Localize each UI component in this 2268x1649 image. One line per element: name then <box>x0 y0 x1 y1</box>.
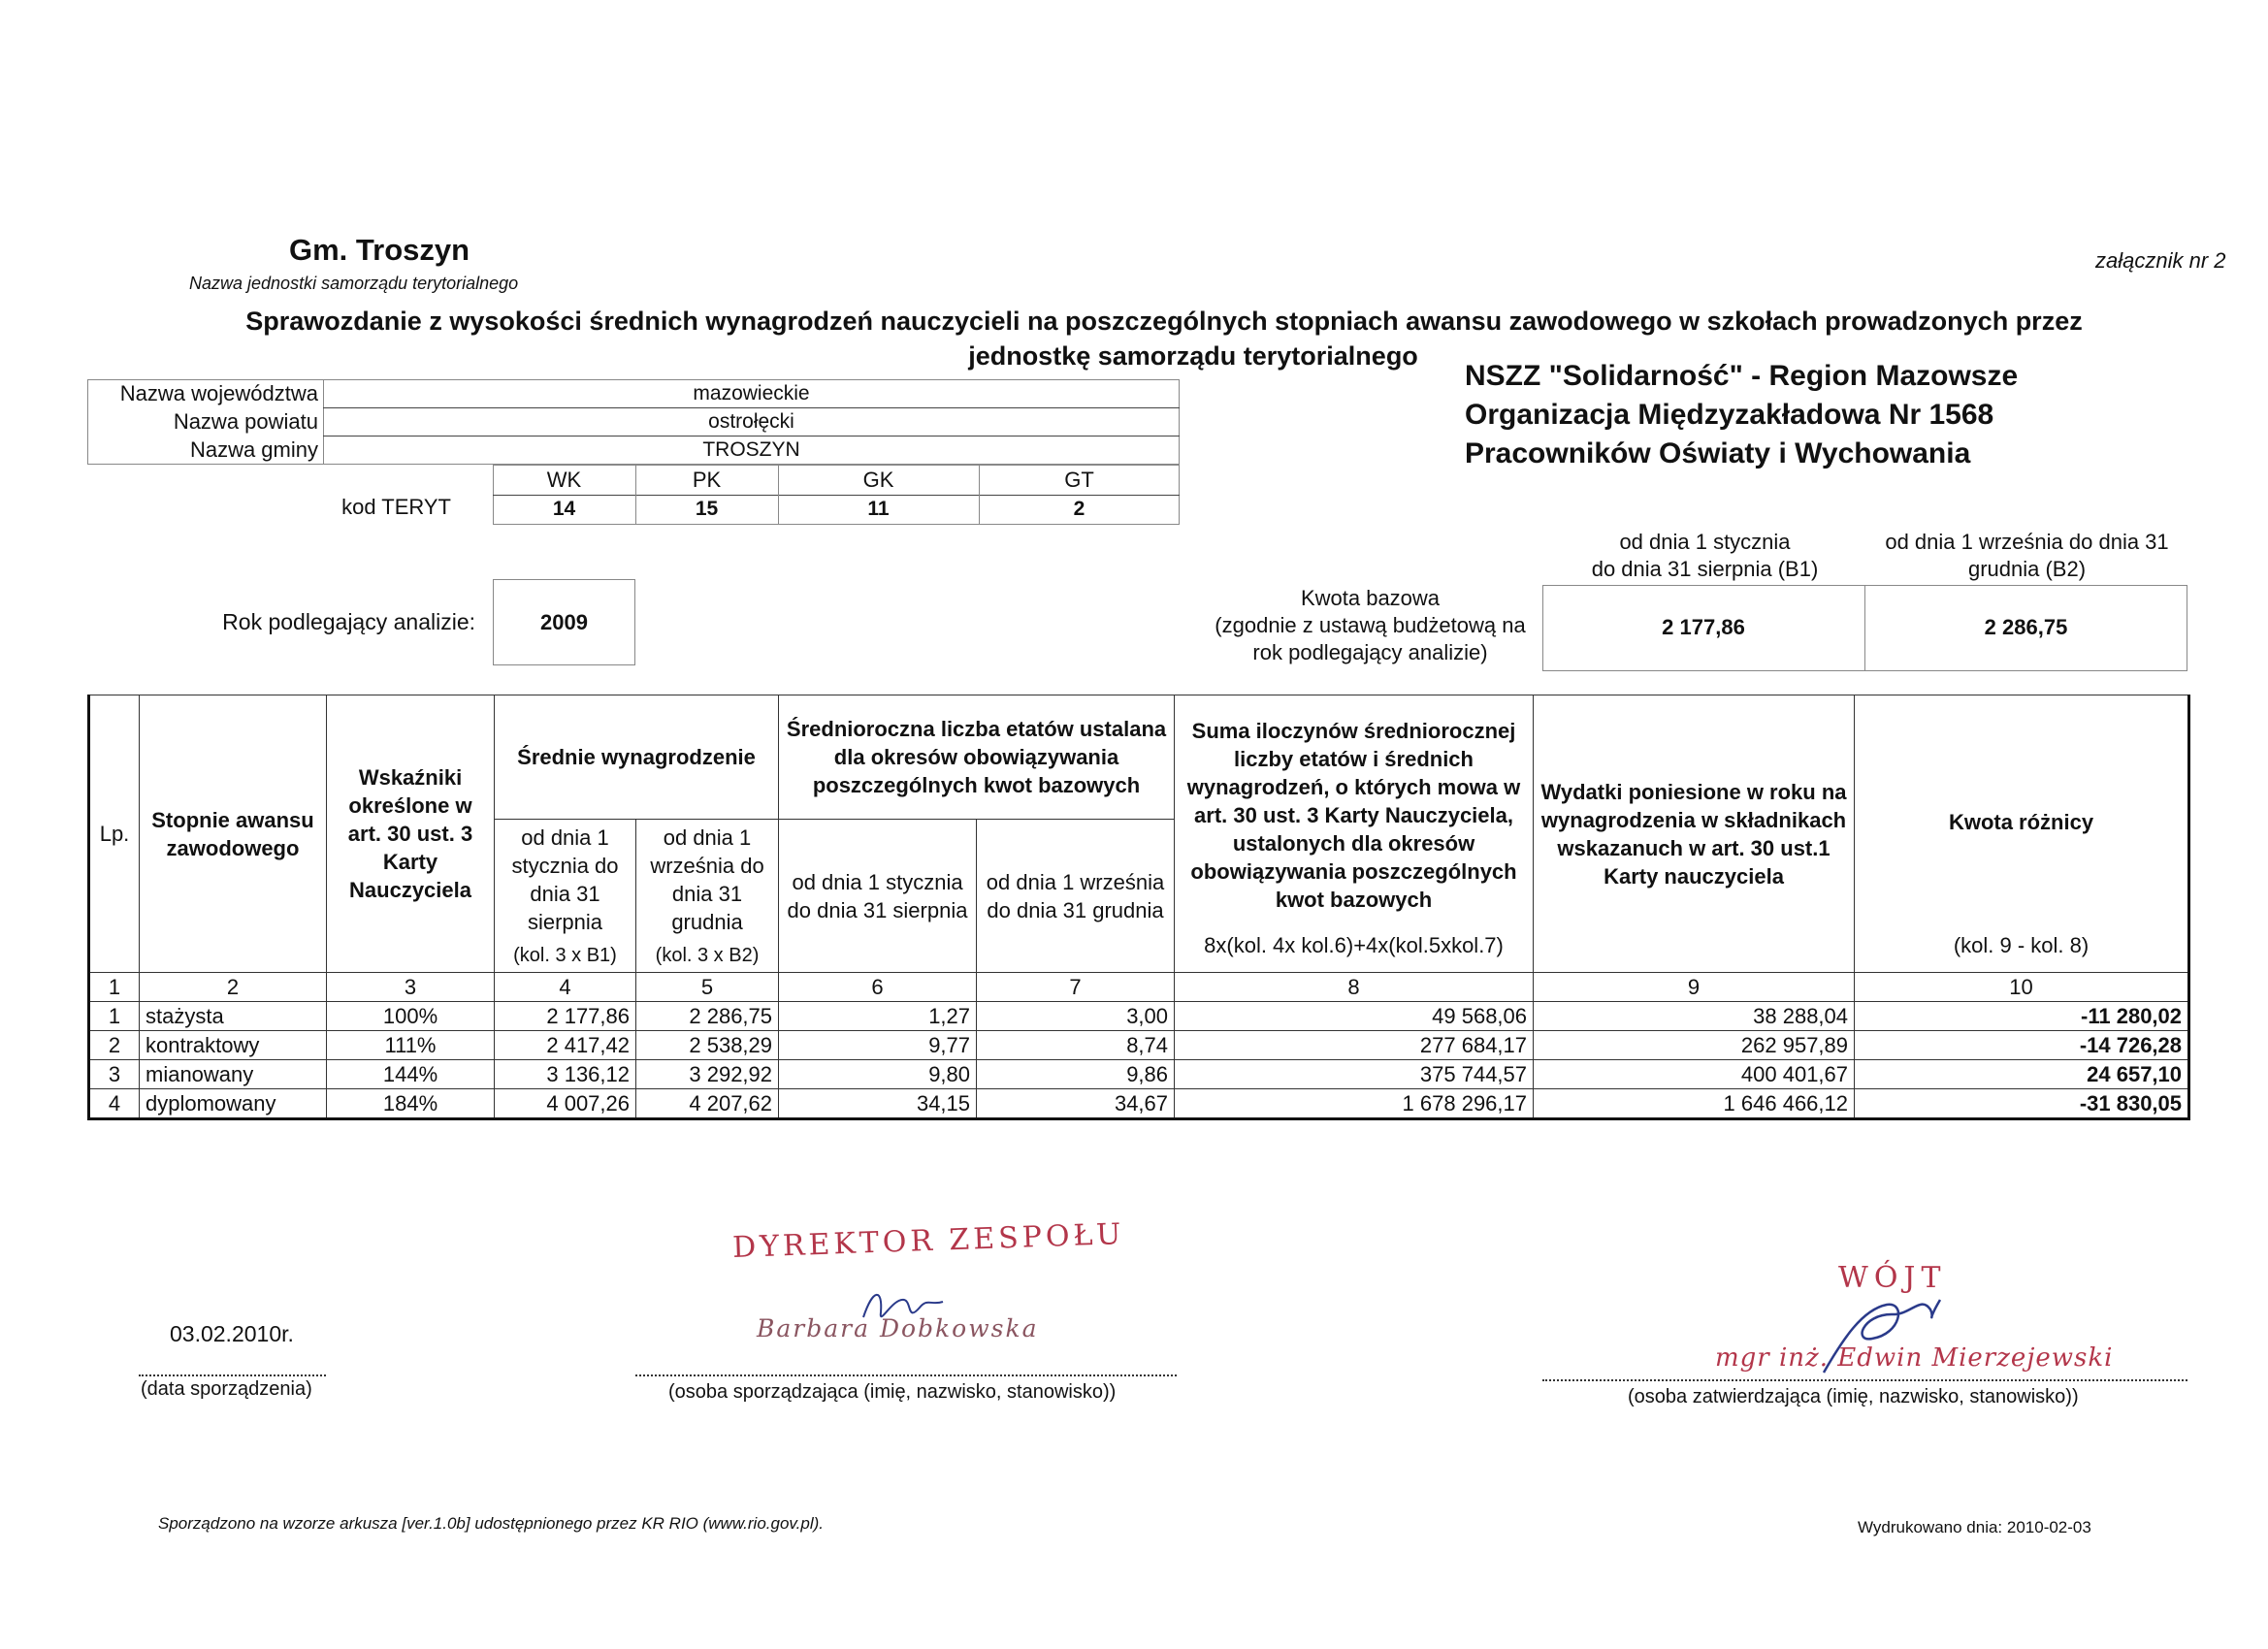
col-header-srednie: Średnie wynagrodzenie <box>495 695 779 820</box>
col-number: 3 <box>327 973 495 1002</box>
row-roznica: 24 657,10 <box>1855 1060 2189 1089</box>
sr-b1-formula: (kol. 3 x B1) <box>513 945 617 966</box>
year-label: Rok podlegający analizie: <box>222 609 475 634</box>
date-dots <box>139 1374 326 1376</box>
row-sr-b2: 2 286,75 <box>636 1002 779 1031</box>
column-number-row <box>89 973 2189 1002</box>
print-date: Wydrukowano dnia: 2010-02-03 <box>1858 1518 2091 1536</box>
row-stopien: kontraktowy <box>140 1031 327 1060</box>
county-value: ostrołęcki <box>708 410 794 433</box>
row-sr-b1: 2 177,86 <box>495 1002 636 1031</box>
b1-period-line1: od dnia 1 stycznia <box>1619 530 1791 554</box>
teryt-value-gk: 11 <box>867 498 890 520</box>
row-sr-b2: 3 292,92 <box>636 1060 779 1089</box>
col-header-et-b2: od dnia 1 września do dnia 31 grudnia <box>977 820 1175 973</box>
teryt-header-wk: WK <box>546 468 582 492</box>
row-wskaznik: 100% <box>327 1002 495 1031</box>
row-et-b1: 9,77 <box>779 1031 977 1060</box>
row-sr-b1: 4 007,26 <box>495 1089 636 1119</box>
teryt-header-pk: PK <box>692 468 722 492</box>
b2-period-label <box>1864 529 2189 583</box>
row-lp: 3 <box>89 1060 140 1089</box>
col-header-stopnie: Stopnie awansu zawodowego <box>140 695 327 973</box>
wojt-stamp: WÓJT <box>1838 1261 1947 1295</box>
col-number: 7 <box>977 973 1175 1002</box>
base-label-line2: (zgodnie z ustawą budżetową na <box>1215 613 1526 637</box>
wojt-signature <box>1795 1280 1960 1387</box>
b1-period-line2: do dnia 31 sierpnia (B1) <box>1591 557 1819 581</box>
col-number: 2 <box>140 973 327 1002</box>
base-label-line1: Kwota bazowa <box>1300 586 1441 610</box>
b1-value: 2 177,86 <box>1662 615 1745 639</box>
attachment-label: załącznik nr 2 <box>2095 248 2226 273</box>
table-row <box>89 1002 2189 1031</box>
b2-period-line1: od dnia 1 września do dnia 31 <box>1885 530 2169 554</box>
union-line3: Pracowników Oświaty i Wychowania <box>1465 437 1971 469</box>
row-sr-b1: 3 136,12 <box>495 1060 636 1089</box>
year-value: 2009 <box>540 610 588 634</box>
report-title-line2: jednostkę samorządu terytorialnego <box>968 341 1418 371</box>
table-row <box>89 1031 2189 1060</box>
unit-name-caption: Nazwa jednostki samorządu terytorialnego <box>189 274 519 293</box>
row-wydatki: 262 957,89 <box>1534 1031 1855 1060</box>
base-label-line3: rok podlegający analizie) <box>1252 640 1488 664</box>
admin-row-line <box>323 407 1180 408</box>
commune-label: Nazwa gminy <box>189 437 318 462</box>
col-header-et-b1: od dnia 1 stycznia do dnia 31 sierpnia <box>779 820 977 973</box>
col-number: 5 <box>636 973 779 1002</box>
union-stamp-text <box>1465 357 2018 473</box>
col-number: 4 <box>495 973 636 1002</box>
col-header-lp: Lp. <box>89 695 140 973</box>
row-wskaznik: 111% <box>327 1031 495 1060</box>
b2-value: 2 286,75 <box>1984 615 2068 639</box>
row-lp: 1 <box>89 1002 140 1031</box>
table-row <box>89 1089 2189 1119</box>
teryt-row-line <box>493 495 1180 496</box>
col-header-suma <box>1175 695 1534 973</box>
preparer-dots <box>635 1374 1177 1376</box>
col-header-etaty: Średnioroczna liczba etatów ustalana dla okresów obowiązywania poszczególnych kwot bazowych <box>779 695 1175 820</box>
preparer-label: (osoba sporządzająca (imię, nazwisko, stanowisko)) <box>668 1381 1117 1403</box>
row-et-b1: 34,15 <box>779 1089 977 1119</box>
row-suma: 1 678 296,17 <box>1175 1089 1534 1119</box>
approver-label: (osoba zatwierdzająca (imię, nazwisko, stanowisko)) <box>1628 1386 2079 1407</box>
template-note: Sporządzono na wzorze arkusza [ver.1.0b] udostępnionego przez KR RIO (www.rio.gov.pl). <box>158 1514 825 1533</box>
col-number: 9 <box>1534 973 1855 1002</box>
row-wskaznik: 184% <box>327 1089 495 1119</box>
row-wydatki: 38 288,04 <box>1534 1002 1855 1031</box>
row-wydatki: 400 401,67 <box>1534 1060 1855 1089</box>
row-roznica: -31 830,05 <box>1855 1089 2189 1119</box>
col-header-wydatki: Wydatki poniesione w roku na wynagrodzenia w składnikach wskazanuch w art. 30 ust.1 Karty nauczyciela <box>1534 695 1855 973</box>
row-roznica: -11 280,02 <box>1855 1002 2189 1031</box>
salary-table <box>87 695 2190 1120</box>
row-stopien: mianowany <box>140 1060 327 1089</box>
row-et-b1: 9,80 <box>779 1060 977 1089</box>
teryt-value-gt: 2 <box>1073 498 1085 520</box>
row-stopien: stażysta <box>140 1002 327 1031</box>
director-name-stamp: Barbara Dobkowska <box>757 1314 1039 1342</box>
sr-b2-formula: (kol. 3 x B2) <box>655 945 760 966</box>
roznica-formula: (kol. 9 - kol. 8) <box>1953 933 2090 957</box>
row-wydatki: 1 646 466,12 <box>1534 1089 1855 1119</box>
row-roznica: -14 726,28 <box>1855 1031 2189 1060</box>
col-header-wskazniki: Wskaźniki określone w art. 30 ust. 3 Karty Nauczyciela <box>327 695 495 973</box>
row-et-b1: 1,27 <box>779 1002 977 1031</box>
teryt-header-gk: GK <box>862 468 894 492</box>
col-number: 6 <box>779 973 977 1002</box>
date-label: (data sporządzenia) <box>141 1378 312 1400</box>
report-title-line1: Sprawozdanie z wysokości średnich wynagrodzeń nauczycieli na poszczególnych stopniach awansu zawodowego w szkołach prowadzonych przez <box>245 307 2083 336</box>
col-header-sr-b2 <box>636 820 779 973</box>
sr-b1-text: od dnia 1 stycznia do dnia 31 sierpnia <box>511 825 619 934</box>
voivodeship-value: mazowieckie <box>693 382 810 404</box>
teryt-label: kod TERYT <box>341 495 451 519</box>
col-number: 8 <box>1175 973 1534 1002</box>
director-signature <box>854 1278 960 1337</box>
col-number: 1 <box>89 973 140 1002</box>
row-et-b2: 8,74 <box>977 1031 1175 1060</box>
table-row <box>89 1060 2189 1089</box>
director-stamp: DYREKTOR ZESPOŁU <box>731 1216 1125 1266</box>
county-label: Nazwa powiatu <box>173 409 318 434</box>
roznica-header-text: Kwota różnicy <box>1948 810 2094 834</box>
row-et-b2: 3,00 <box>977 1002 1175 1031</box>
teryt-header-gt: GT <box>1064 468 1094 492</box>
b2-period-line2: grudnia (B2) <box>1967 557 2087 581</box>
row-et-b2: 9,86 <box>977 1060 1175 1089</box>
row-sr-b2: 2 538,29 <box>636 1031 779 1060</box>
row-wskaznik: 144% <box>327 1060 495 1089</box>
unit-name: Gm. Troszyn <box>289 233 470 267</box>
suma-header-text: Suma iloczynów średniorocznej liczby etatów i średnich wynagrodzeń, o których mowa w art. 30 ust. 3 Karty Nauczyciela, ustalonych dla okresów obowiązywania poszczególnych kwot bazowych <box>1186 719 1521 912</box>
b1-period-label <box>1542 529 1867 583</box>
row-et-b2: 34,67 <box>977 1089 1175 1119</box>
voivodeship-label: Nazwa województwa <box>119 381 318 405</box>
row-sr-b2: 4 207,62 <box>636 1089 779 1119</box>
row-stopien: dyplomowany <box>140 1089 327 1119</box>
suma-formula: 8x(kol. 4x kol.6)+4x(kol.5xkol.7) <box>1204 933 1504 957</box>
row-lp: 2 <box>89 1031 140 1060</box>
approver-dots <box>1542 1379 2187 1381</box>
col-header-sr-b1 <box>495 820 636 973</box>
base-amount-label <box>1188 585 1552 666</box>
sr-b2-text: od dnia 1 września do dnia 31 grudnia <box>650 825 764 934</box>
row-sr-b1: 2 417,42 <box>495 1031 636 1060</box>
union-line2: Organizacja Międzyzakładowa Nr 1568 <box>1465 399 1994 431</box>
prepared-date: 03.02.2010r. <box>170 1321 294 1346</box>
row-suma: 277 684,17 <box>1175 1031 1534 1060</box>
union-line1: NSZZ "Solidarność" - Region Mazowsze <box>1465 360 2019 392</box>
commune-value: TROSZYN <box>702 438 800 461</box>
wojt-name-stamp: mgr inż. Edwin Mierzejewski <box>1715 1343 2114 1373</box>
row-suma: 49 568,06 <box>1175 1002 1534 1031</box>
teryt-value-pk: 15 <box>695 498 719 520</box>
col-number: 10 <box>1855 973 2189 1002</box>
row-suma: 375 744,57 <box>1175 1060 1534 1089</box>
col-header-roznica <box>1855 695 2189 973</box>
teryt-value-wk: 14 <box>552 498 576 520</box>
row-lp: 4 <box>89 1089 140 1119</box>
